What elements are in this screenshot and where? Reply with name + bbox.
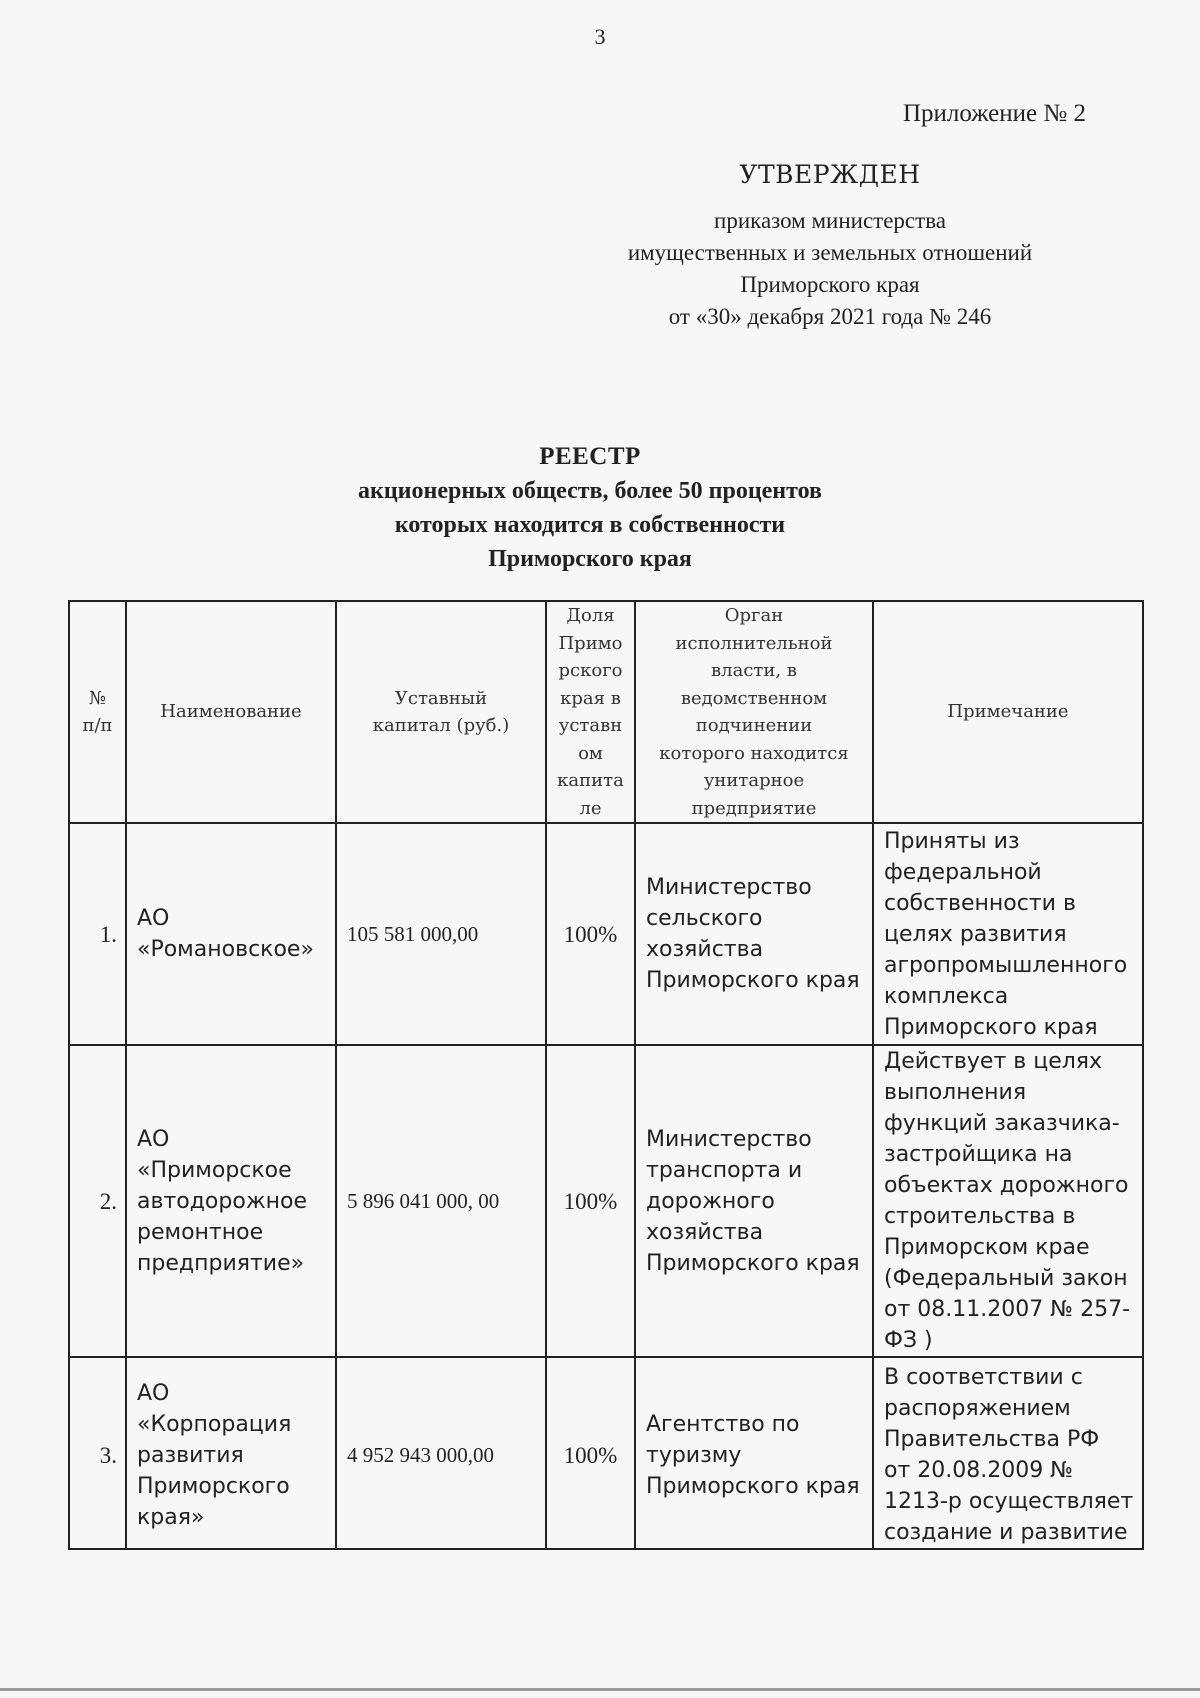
executive-authority xyxy=(635,1357,873,1549)
approval-line: имущественных и земельных отношений xyxy=(627,240,1033,265)
company-name xyxy=(126,1357,336,1549)
header-text: Примо xyxy=(558,632,623,654)
company-name-line: предприятие» xyxy=(137,1250,305,1276)
region-share: 100% xyxy=(546,1357,635,1549)
note-line: В соответствии с xyxy=(884,1365,1083,1390)
company-name-line: АО xyxy=(137,1126,170,1152)
company-name-line: АО xyxy=(137,906,170,931)
authority-line: Приморского края xyxy=(646,1473,860,1499)
authority-line: Приморского края xyxy=(646,968,860,993)
note xyxy=(873,1357,1143,1549)
note-line: строительства в xyxy=(884,1204,1076,1229)
header-text: капита xyxy=(557,770,624,791)
header-text: исполнительной xyxy=(675,632,833,654)
region-share: 100% xyxy=(546,823,635,1045)
note-line: собственности в xyxy=(884,890,1076,916)
approval-block xyxy=(560,160,1100,333)
company-name-line: АО xyxy=(137,1380,170,1406)
header-text: подчинении xyxy=(695,715,813,736)
table-row xyxy=(69,1357,1143,1549)
company-name xyxy=(126,1045,336,1357)
header-text: ведомственном xyxy=(680,687,828,709)
header-name xyxy=(126,601,336,823)
note-line: (Федеральный закон xyxy=(884,1266,1128,1291)
note-line: Приморском крае xyxy=(884,1235,1090,1260)
note-line: комплекса xyxy=(884,983,1009,1009)
row-number: 2. xyxy=(69,1045,126,1357)
header-share xyxy=(546,601,635,823)
note-line: Действует в целях xyxy=(884,1049,1103,1074)
note xyxy=(873,823,1143,1045)
header-num xyxy=(69,601,126,823)
note-line: федеральной xyxy=(884,859,1042,885)
header-text: капитал (руб.) xyxy=(372,715,510,736)
company-name-line: Приморского xyxy=(137,1473,290,1499)
header-text: предприятие xyxy=(691,797,817,819)
header-text: Доля xyxy=(566,605,615,626)
header-text: Уставный xyxy=(394,687,488,709)
executive-authority xyxy=(635,823,873,1045)
table-row xyxy=(69,823,1143,1045)
table-header-row xyxy=(69,601,1143,823)
header-text: Наименование xyxy=(160,701,302,723)
note-line: распоряжением xyxy=(884,1396,1071,1421)
note xyxy=(873,1045,1143,1357)
region-share: 100% xyxy=(546,1045,635,1357)
authorized-capital: 5 896 041 000, 00 xyxy=(336,1045,546,1357)
page-number: 3 xyxy=(594,24,606,49)
company-name-line: развития xyxy=(137,1442,244,1468)
note-line: Приморского края xyxy=(884,1014,1098,1040)
approval-line: Приморского края xyxy=(740,272,920,297)
header-text: уставн xyxy=(558,715,623,736)
header-text: п/п xyxy=(82,715,113,736)
header-text: ом xyxy=(578,742,603,764)
registry-title-line: которых находится в собственности xyxy=(394,512,786,538)
note-line: объектах дорожного xyxy=(884,1173,1129,1198)
header-text: унитарное xyxy=(703,770,805,791)
registry-title-line: Приморского края xyxy=(488,546,692,572)
authority-line: Министерство xyxy=(646,875,812,900)
registry-title xyxy=(230,440,950,576)
executive-authority xyxy=(635,1045,873,1357)
note-line: целях развития xyxy=(884,921,1067,947)
header-org xyxy=(635,601,873,823)
note-line: ФЗ ) xyxy=(884,1328,933,1353)
company-name-line: края» xyxy=(137,1504,205,1530)
authorized-capital: 105 581 000,00 xyxy=(336,823,546,1045)
authority-line: Приморского края xyxy=(646,1250,860,1276)
authority-line: транспорта и xyxy=(646,1157,803,1183)
note-line: 1213-р осуществляет xyxy=(884,1489,1134,1514)
note-line: агропромышленного xyxy=(884,952,1128,978)
table-row xyxy=(69,1045,1143,1357)
header-capital xyxy=(336,601,546,823)
approval-title: УТВЕРЖДЕН xyxy=(739,160,921,189)
header-text: ле xyxy=(579,797,602,819)
authorized-capital: 4 952 943 000,00 xyxy=(336,1357,546,1549)
appendix-label: Приложение № 2 xyxy=(902,100,1086,127)
authority-line: Министерство xyxy=(646,1126,812,1152)
note-line: застройщика на xyxy=(884,1142,1073,1167)
header-text: власти, в xyxy=(711,660,797,681)
header-text: которого находится xyxy=(659,742,849,764)
company-name-line: ремонтное xyxy=(137,1219,264,1245)
header-text: края в xyxy=(560,687,621,709)
company-name-line: «Приморское xyxy=(137,1157,292,1183)
note-line: Правительства РФ xyxy=(884,1427,1100,1452)
header-text: Орган xyxy=(724,605,784,626)
company-name-line: автодорожное xyxy=(137,1188,308,1214)
note-line: Приняты из xyxy=(884,828,1020,854)
authority-line: Агентство по xyxy=(646,1411,800,1437)
authority-line: хозяйства xyxy=(646,1219,764,1245)
approval-line: приказом министерства xyxy=(714,208,946,233)
page-bottom-edge xyxy=(0,1688,1200,1691)
authority-line: сельского xyxy=(646,906,763,931)
note-line: выполнения xyxy=(884,1080,1027,1105)
header-note xyxy=(873,601,1143,823)
row-number: 1. xyxy=(69,823,126,1045)
note-line: функций заказчика- xyxy=(884,1111,1120,1136)
authority-line: дорожного xyxy=(646,1188,775,1214)
note-line: от 20.08.2009 № xyxy=(884,1458,1074,1483)
registry-table xyxy=(68,600,1144,1550)
row-number: 3. xyxy=(69,1357,126,1549)
approval-line: от «30» декабря 2021 года № 246 xyxy=(668,304,992,329)
registry-title-line: акционерных обществ, более 50 процентов xyxy=(358,478,822,504)
company-name xyxy=(126,823,336,1045)
note-line: от 08.11.2007 № 257- xyxy=(884,1297,1131,1322)
header-text: рского xyxy=(558,660,623,681)
registry-title-main: РЕЕСТР xyxy=(539,443,641,470)
header-text: Примечание xyxy=(947,701,1069,723)
company-name-line: «Корпорация xyxy=(137,1411,292,1437)
note-line: создание и развитие xyxy=(884,1520,1128,1545)
authority-line: туризму xyxy=(646,1442,742,1468)
header-text: № xyxy=(88,687,107,709)
company-name-line: «Романовское» xyxy=(137,937,314,962)
authority-line: хозяйства xyxy=(646,937,764,962)
